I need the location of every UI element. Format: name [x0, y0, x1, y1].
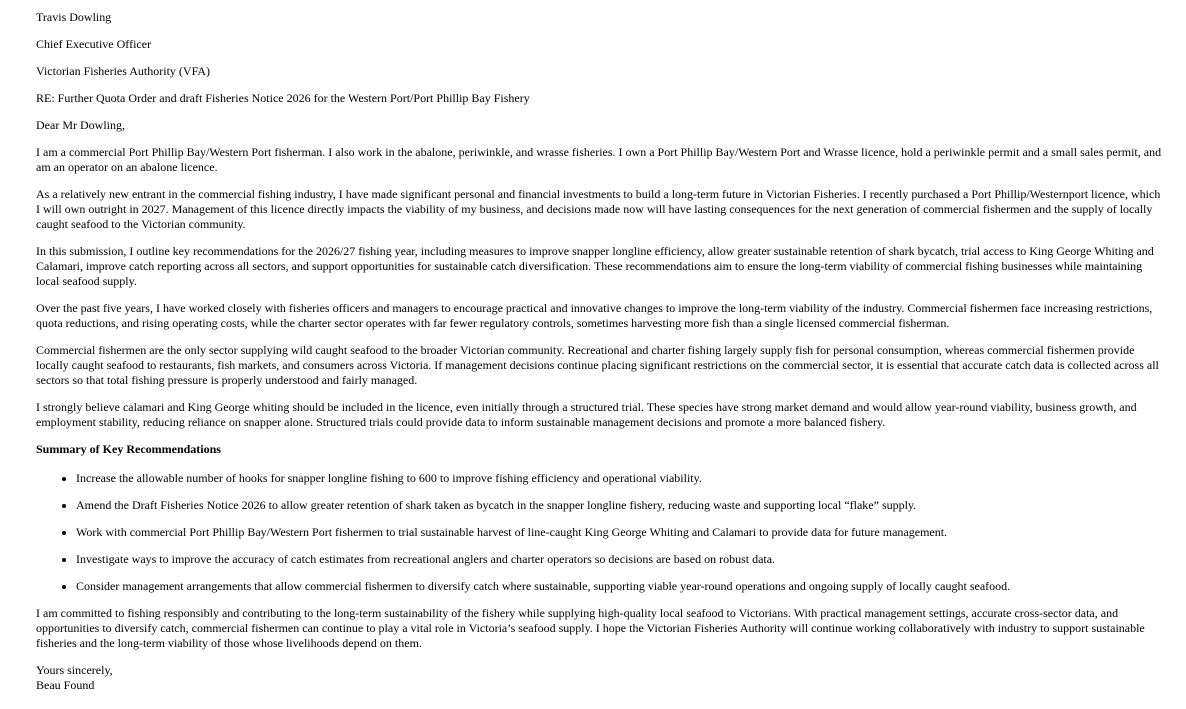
sender-name: Beau Found [36, 678, 95, 692]
body-paragraph: I am a commercial Port Phillip Bay/Western Port fisherman. I also work in the abalone, periwinkle, and wrasse fisheries. I own a Port Phillip Bay/Western Port and Wrasse licence, hold a periwinkle permit and a small sales permit, and am an operator on an abalone licence. [36, 145, 1162, 174]
recommendation-item: • Amend the Draft Fisheries Notice 2026 to allow greater retention of shark taken as bycatch in the snapper longline fishery, reducing waste and supporting local “flake” supply. [76, 498, 1166, 513]
summary-heading: Summary of Key Recommendations [36, 442, 221, 456]
conclusion-paragraph: I am committed to fishing responsibly and contributing to the long-term sustainability of the fishery while supplying high-quality local seafood to Victorians. With practical management settings, accurate cross-sector data, and opportunities to diversify catch, commercial fishermen can continue to play a vital role in Victoria’s seafood supply. I hope the Victorian Fisheries Authority will continue working collaboratively with industry to support sustainable fisheries and the long-term viability of those whose livelihoods depend on them. [36, 606, 1145, 650]
recommendation-item: • Consider management arrangements that allow commercial fishermen to diversify catch where sustainable, supporting viable year-round operations and ongoing supply of locally caught seafood. [76, 579, 1166, 594]
body-paragraph: As a relatively new entrant in the commercial fishing industry, I have made significant personal and financial investments to build a long-term future in Victorian Fisheries. I recently purchased a Port Phillip/Westernport licence, which I will own outright in 2027. Management of this licence directly impacts the viability of my business, and decisions made now will have lasting consequences for the next generation of commercial fishermen and the supply of locally caught seafood to the Victorian community. [36, 187, 1161, 231]
recommendation-item: • Investigate ways to improve the accuracy of catch estimates from recreational anglers and charter operators so decisions are based on robust data. [76, 552, 1166, 567]
subject-line: RE: Further Quota Order and draft Fisheries Notice 2026 for the Western Port/Port Phillip Bay Fishery [36, 91, 530, 105]
recipient-name: Travis Dowling [36, 10, 112, 24]
body-paragraph: In this submission, I outline key recommendations for the 2026/27 fishing year, including measures to improve snapper longline efficiency, allow greater sustainable retention of shark bycatch, trial access to King George Whiting and Calamari, improve catch reporting across all sectors, and support opportunities for sustainable catch diversification. These recommendations aim to ensure the long-term viability of commercial fishing businesses while maintaining local seafood supply. [36, 244, 1154, 288]
recipient-title: Chief Executive Officer [36, 37, 152, 51]
body-paragraph: I strongly believe calamari and King George whiting should be included in the licence, even initially through a structured trial. These species have strong market demand and would allow year-round viability, business growth, and employment stability, reducing reliance on snapper alone. Structured trials could provide data to inform sustainable management decisions and promote a more balanced fishery. [36, 400, 1137, 429]
recommendations-list [36, 471, 1166, 594]
body-paragraph: Over the past five years, I have worked closely with fisheries officers and managers to encourage practical and innovative changes to improve the long-term viability of the industry. Commercial fishermen face increasing restrictions, quota reductions, and rising operating costs, while the charter sector operates with far fewer regulatory controls, sometimes harvesting more fish than a single licensed commercial fisherman. [36, 301, 1153, 330]
body-paragraph: Commercial fishermen are the only sector supplying wild caught seafood to the broader Victorian community. Recreational and charter fishing largely supply fish for personal consumption, whereas commercial fishermen provide locally caught seafood to restaurants, fish markets, and consumers across Victoria. If management decisions continue placing significant restrictions on the commercial sector, it is essential that accurate catch data is collected across all sectors so that total fishing pressure is properly understood and fairly managed. [36, 343, 1159, 387]
recipient-organisation: Victorian Fisheries Authority (VFA) [36, 64, 211, 78]
salutation: Dear Mr Dowling, [36, 118, 125, 132]
recommendation-item: • Work with commercial Port Phillip Bay/Western Port fishermen to trial sustainable harvest of line-caught King George Whiting and Calamari to provide data for future management. [76, 525, 1166, 540]
recommendation-item: • Increase the allowable number of hooks for snapper longline fishing to 600 to improve fishing efficiency and operational viability. [76, 471, 1166, 486]
closing-phrase: Yours sincerely, [36, 663, 113, 677]
